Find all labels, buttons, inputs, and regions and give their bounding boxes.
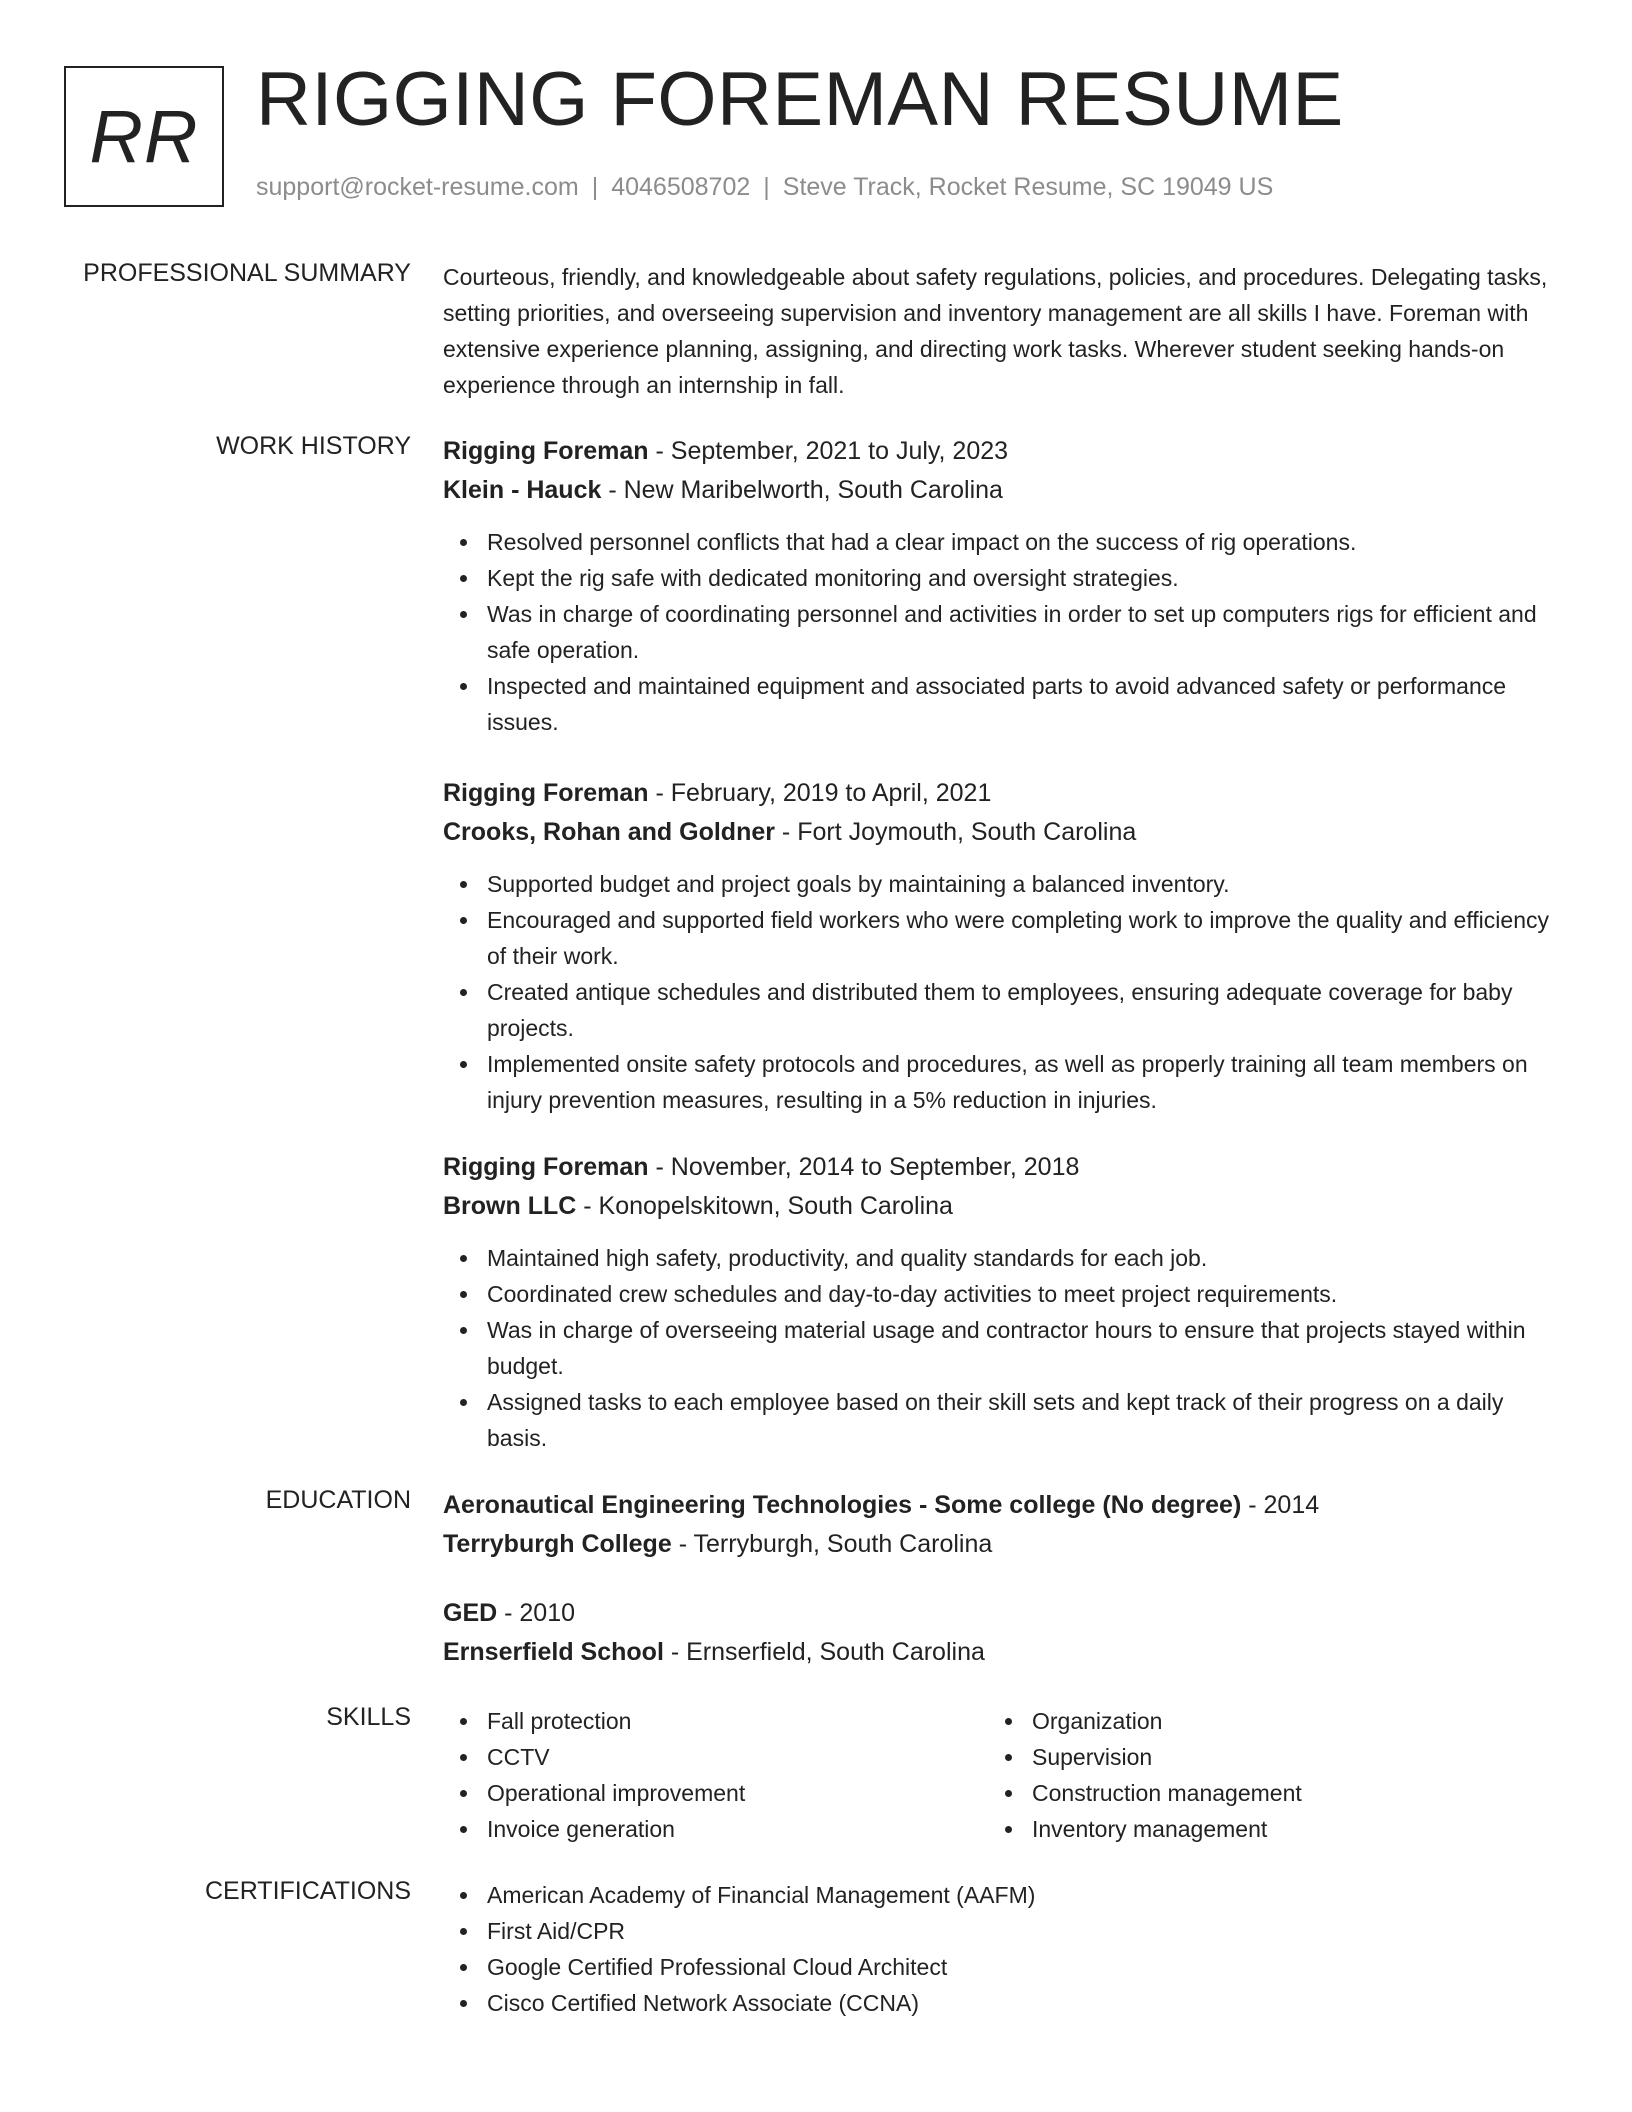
job-title-line [443, 432, 1558, 471]
monogram-logo: RR [64, 66, 224, 207]
education-school: Terryburgh College [443, 1530, 672, 1558]
education-location: - Terryburgh, South Carolina [671, 1530, 993, 1558]
work-history-body [443, 432, 1558, 1456]
contact-address: Steve Track, Rocket Resume, SC 19049 US [782, 173, 1274, 201]
contact-phone: 4046508702 [611, 173, 751, 201]
skills-column [988, 1703, 1533, 1847]
job-title-line [443, 774, 1558, 813]
education-degree: Aeronautical Engineering Technologies - Some college (No degree) [443, 1491, 1242, 1519]
job-title: Rigging Foreman [443, 779, 649, 807]
job-company-line [443, 1187, 1558, 1226]
education-school-line [443, 1525, 1558, 1564]
job-dates: - February, 2019 to April, 2021 [648, 779, 992, 807]
job-location: - Fort Joymouth, South Carolina [774, 818, 1137, 846]
job-title-line [443, 1148, 1558, 1187]
job-duty: Encouraged and supported field workers who were completing work to improve the quality and efficiency of their work. [443, 902, 1558, 974]
job-duties [443, 524, 1558, 740]
certifications-body [443, 1877, 1558, 2021]
job-duty: Kept the rig safe with dedicated monitoring and oversight strategies. [443, 560, 1558, 596]
skill-item: Fall protection [443, 1703, 988, 1739]
skill-item: CCTV [443, 1739, 988, 1775]
job-duty: Supported budget and project goals by maintaining a balanced inventory. [443, 866, 1558, 902]
skill-item: Operational improvement [443, 1775, 988, 1811]
job-duty: Was in charge of overseeing material usage and contractor hours to ensure that projects stayed within budget. [443, 1312, 1558, 1384]
summary-body [443, 259, 1558, 403]
skills-grid [443, 1703, 1558, 1847]
summary-text: Courteous, friendly, and knowledgeable about safety regulations, policies, and procedures. Delegating tasks, setting priorities, and overseeing supervision and inventory management are all skills I have. Foreman with extensive experience planning, assigning, and directing work tasks. Wherever student seeking hands-on experience through an internship in fall. [443, 264, 1548, 398]
education-year: - 2014 [1241, 1491, 1320, 1519]
job-duty: Was in charge of coordinating personnel and activities in order to set up computers rigs for efficient and safe operation. [443, 596, 1558, 668]
education-entry [443, 1486, 1558, 1564]
job-duties [443, 866, 1558, 1118]
skill-item: Organization [988, 1703, 1533, 1739]
job-title: Rigging Foreman [443, 1153, 649, 1181]
job-dates: - November, 2014 to September, 2018 [648, 1153, 1080, 1181]
job-dates: - September, 2021 to July, 2023 [648, 437, 1009, 465]
job-company-line [443, 471, 1558, 510]
job-title: Rigging Foreman [443, 437, 649, 465]
section-label-skills: SKILLS [326, 1703, 411, 1731]
certification-item: Cisco Certified Network Associate (CCNA) [443, 1985, 1558, 2021]
job-entry [443, 774, 1558, 1118]
job-duty: Resolved personnel conflicts that had a clear impact on the success of rig operations. [443, 524, 1558, 560]
skills-body [443, 1703, 1558, 1847]
job-duties [443, 1240, 1558, 1456]
section-label-summary: PROFESSIONAL SUMMARY [83, 259, 411, 287]
job-duty: Coordinated crew schedules and day-to-day activities to meet project requirements. [443, 1276, 1558, 1312]
education-body [443, 1486, 1558, 1672]
skill-item: Invoice generation [443, 1811, 988, 1847]
job-company: Klein - Hauck [443, 476, 602, 504]
job-duty: Maintained high safety, productivity, and quality standards for each job. [443, 1240, 1558, 1276]
skill-item: Supervision [988, 1739, 1533, 1775]
job-entry [443, 1148, 1558, 1456]
contact-line [256, 173, 1273, 202]
contact-email: support@rocket-resume.com [256, 173, 579, 201]
certification-item: American Academy of Financial Management (AAFM) [443, 1877, 1558, 1913]
job-duty: Created antique schedules and distributed them to employees, ensuring adequate coverage for baby projects. [443, 974, 1558, 1046]
job-location: - Konopelskitown, South Carolina [576, 1192, 953, 1220]
certifications-list [443, 1877, 1558, 2021]
skill-item: Inventory management [988, 1811, 1533, 1847]
skills-column [443, 1703, 988, 1847]
contact-separator: | [591, 173, 599, 201]
job-duty: Assigned tasks to each employee based on their skill sets and kept track of their progress on a daily basis. [443, 1384, 1558, 1456]
job-duty: Inspected and maintained equipment and associated parts to avoid advanced safety or performance issues. [443, 668, 1558, 740]
education-degree: GED [443, 1599, 498, 1627]
job-entry [443, 432, 1558, 740]
section-label-certifications: CERTIFICATIONS [204, 1877, 411, 1905]
education-school-line [443, 1633, 1558, 1672]
section-label-education: EDUCATION [265, 1486, 411, 1514]
contact-separator: | [763, 173, 770, 201]
skill-item: Construction management [988, 1775, 1533, 1811]
certification-item: Google Certified Professional Cloud Architect [443, 1949, 1558, 1985]
education-entry [443, 1594, 1558, 1672]
certification-item: First Aid/CPR [443, 1913, 1558, 1949]
page-title: RIGGING FOREMAN RESUME [256, 57, 1344, 142]
education-school: Ernserfield School [443, 1638, 664, 1666]
section-label-work-history: WORK HISTORY [216, 432, 411, 460]
job-company-line [443, 813, 1558, 852]
job-location: - New Maribelworth, South Carolina [601, 476, 1003, 504]
education-degree-line [443, 1486, 1558, 1525]
education-location: - Ernserfield, South Carolina [663, 1638, 985, 1666]
education-year: - 2010 [497, 1599, 576, 1627]
education-degree-line [443, 1594, 1558, 1633]
job-duty: Implemented onsite safety protocols and procedures, as well as properly training all team members on injury prevention measures, resulting in a 5% reduction in injuries. [443, 1046, 1558, 1118]
job-company: Brown LLC [443, 1192, 577, 1220]
job-company: Crooks, Rohan and Goldner [443, 818, 775, 846]
